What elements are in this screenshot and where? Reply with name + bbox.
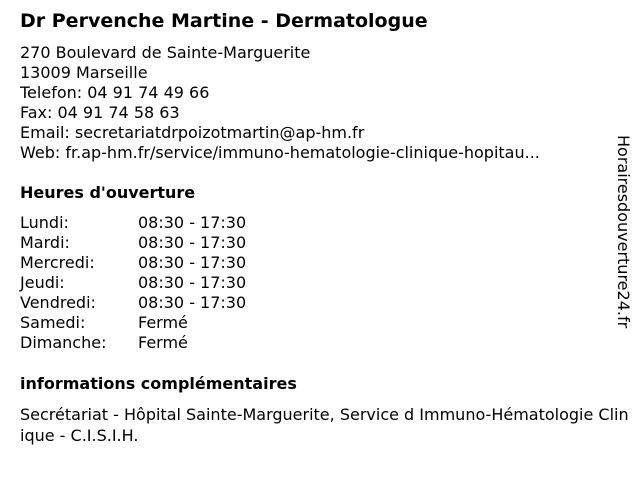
day-label: Jeudi:: [20, 273, 65, 292]
time-value: 08:30 - 17:30: [138, 213, 247, 232]
time-value: Fermé: [138, 313, 188, 332]
web-text: Web: fr.ap-hm.fr/service/immuno-hematologie-clinique-hopitau...: [20, 143, 540, 162]
hours-row-saturday: [20, 313, 320, 333]
hours-row-friday: [20, 293, 320, 313]
time-value: 08:30 - 17:30: [138, 253, 247, 272]
phone-text: Telefon: 04 91 74 49 66: [20, 83, 210, 102]
hours-table: [20, 213, 320, 353]
address-street: 270 Boulevard de Sainte-Marguerite: [20, 43, 311, 62]
day-label: Vendredi:: [20, 293, 96, 312]
email-text: Email: secretariatdrpoizotmartin@ap-hm.fr: [20, 123, 365, 142]
page-title: Dr Pervenche Martine - Dermatologue: [20, 10, 428, 32]
day-label: Mardi:: [20, 233, 70, 252]
hours-row-wednesday: [20, 253, 320, 273]
hours-row-monday: [20, 213, 320, 233]
time-value: Fermé: [138, 333, 188, 352]
day-label: Dimanche:: [20, 333, 107, 352]
info-heading: informations complémentaires: [20, 374, 297, 393]
hours-row-thursday: [20, 273, 320, 293]
address-city: 13009 Marseille: [20, 63, 148, 82]
hours-heading: Heures d'ouverture: [20, 183, 196, 202]
time-value: 08:30 - 17:30: [138, 293, 247, 312]
hours-row-sunday: [20, 333, 320, 353]
time-value: 08:30 - 17:30: [138, 273, 247, 292]
time-value: 08:30 - 17:30: [138, 233, 247, 252]
day-label: Mercredi:: [20, 253, 95, 272]
fax-text: Fax: 04 91 74 58 63: [20, 103, 180, 122]
day-label: Samedi:: [20, 313, 86, 332]
day-label: Lundi:: [20, 213, 69, 232]
contact-block: [20, 43, 540, 163]
hours-row-tuesday: [20, 233, 320, 253]
site-watermark: Horairesdouverture24.fr: [614, 135, 633, 329]
info-text: Secrétariat - Hôpital Sainte-Marguerite, Service d Immuno-Hématologie Clinique - C.I.S.I.H.: [20, 405, 629, 445]
